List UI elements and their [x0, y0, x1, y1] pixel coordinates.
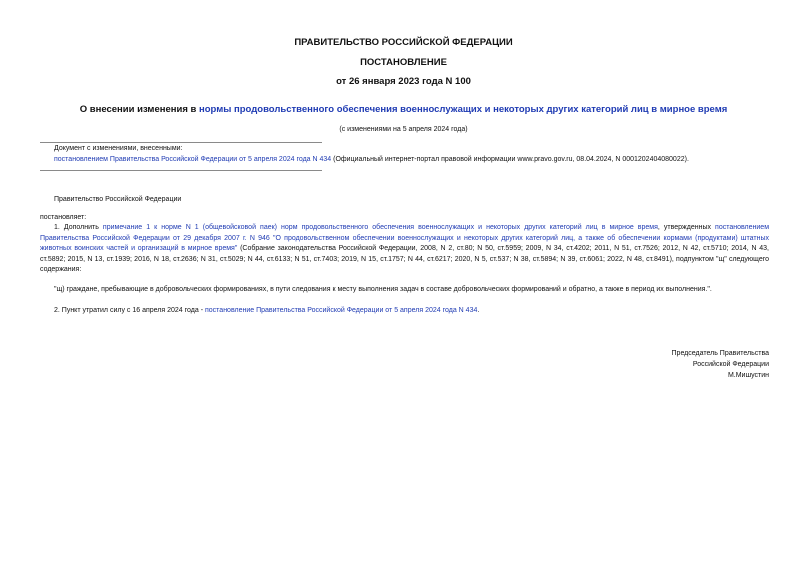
changes-block: [54, 144, 774, 165]
document-title: [0, 104, 807, 115]
government-line: Правительство Российской Федерации: [54, 196, 182, 203]
changes-line: [54, 155, 774, 166]
p2-decree-434-link[interactable]: постановление Правительства Российской Федерации от 5 апреля 2024 года N 434: [204, 307, 478, 314]
divider-bottom: [40, 170, 322, 171]
title-prefix: О внесении изменения в: [79, 104, 200, 115]
divider-top: [40, 142, 322, 143]
document-type: ПОСТАНОВЛЕНИЕ: [360, 57, 447, 68]
quote-paragraph: "щ) граждане, пребывающие в добровольческих формированиях, в пути следования к месту выполнения задач в составе добровольческих формирований и обратно, а также в период их выполнения.".: [54, 286, 712, 293]
government-heading: ПРАВИТЕЛЬСТВО РОССИЙСКОЙ ФЕДЕРАЦИИ: [294, 37, 513, 48]
signature-title-1: Председатель Правительства: [671, 350, 769, 357]
signature-title-2: Российской Федерации: [692, 361, 769, 368]
changes-decree-link[interactable]: постановлением Правительства Российской Федерации от 5 апреля 2024 года N 434: [54, 155, 332, 163]
paragraph-2: [54, 306, 769, 317]
p1-decree-946-link[interactable]: постановлением Правительства Российской Федерации от 29 декабря 2007 г. N 946 "О продовольственном обеспечении военнослужащих и некоторых других категорий лиц, а также об обеспечении кормами (продуктами) штатных животных воинских частей и организаций в мирное время": [40, 224, 770, 252]
changes-source: (Официальный интернет-портал правовой информации www.pravo.gov.ru, 08.04.2024, N 0001202404080022).: [331, 155, 689, 163]
p1-end: (Собрание законодательства Российской Федерации, 2008, N 2, ст.80; N 50, ст.5959; 2009, N 34, ст.4202; 2011, N 51, ст.7526; 2012, N 42, ст.5710; 2014, N 43, ст.5892; 2015, N 13, ст.1939; 2016, N 18, ст.2636; N 31, ст.5029; N 44, ст.6133; N 51, ст.7403; 2019, N 15, ст.1757; N 44, ст.6217; 2020, N 5, ст.537; N 38, ст.5894; N 39, ст.6061; 2022, N 48, ст.8491), подпунктом "щ" следующего содержания:: [40, 245, 770, 273]
p2-end: .: [477, 307, 480, 314]
decides-line: постановляет:: [40, 214, 87, 221]
signature-name: М.Мишустин: [727, 372, 769, 379]
paragraph-1: [40, 223, 769, 276]
revision-note: (с изменениями на 5 апреля 2024 года): [339, 126, 468, 133]
p1-note-link[interactable]: примечание 1 к норме N 1 (общевойсковой паек) норм продовольственного обеспечения военнослужащих и некоторых других категорий лиц в мирное время: [102, 224, 658, 231]
title-norms-link[interactable]: нормы продовольственного обеспечения военнослужащих и некоторых других категорий лиц в мирное время: [199, 104, 728, 115]
changes-intro: Документ с изменениями, внесенными:: [54, 145, 183, 152]
p2-start: 2. Пункт утратил силу с 16 апреля 2024 года -: [54, 307, 205, 314]
p1-middle: , утвержденных: [657, 224, 716, 231]
signature-block: [672, 348, 769, 381]
p1-start: 1. Дополнить: [54, 224, 103, 231]
document-date: от 26 января 2023 года N 100: [336, 76, 471, 87]
